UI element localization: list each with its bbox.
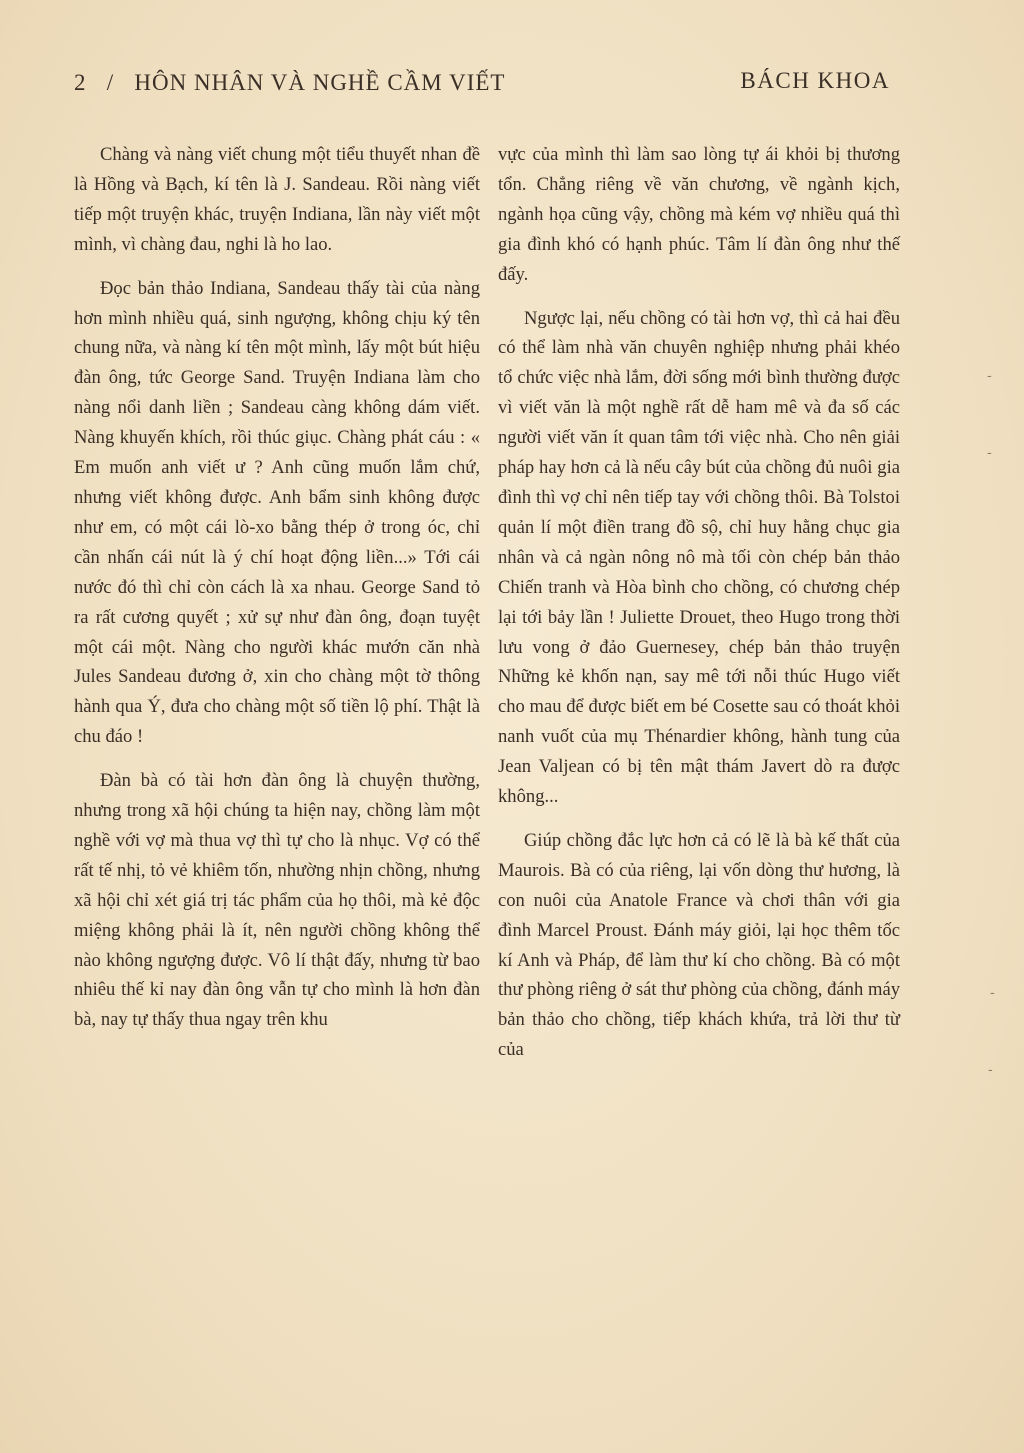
article-title: HÔN NHÂN VÀ NGHỀ CẦM VIẾT: [134, 70, 506, 95]
margin-mark: -: [987, 445, 992, 461]
margin-mark: -: [988, 1062, 993, 1078]
paragraph: Giúp chồng đắc lực hơn cả có lẽ là bà kế thất của Maurois. Bà có của riêng, lại vốn dòng thư hương, là con nuôi của Anatole France và chơi thân với gia đình Marcel Proust. Đánh máy giỏi, lại học thêm tốc kí Anh và Pháp, để làm thư kí cho chồng. Bà có một thư phòng riêng ở sát thư phòng của chồng, đánh máy bản thảo cho chồng, tiếp khách khứa, trả lời thư từ của: [498, 829, 900, 1061]
publication-name: BÁCH KHOA: [740, 68, 890, 93]
paragraph: Ngược lại, nếu chồng có tài hơn vợ, thì cả hai đều có thể làm nhà văn chuyên nghiệp nhưng phải khéo tổ chức việc nhà lắm, đời sống mới bình thường được vì viết văn là một nghề rất dễ ham mê và đa số các người viết văn ít quan tâm tới việc nhà. Cho nên giải pháp hay hơn cả là nếu cây bút của chồng đủ nuôi gia đình thì vợ chỉ nên tiếp tay với chồng thôi. Bà Tolstoi quản lí một điền trang đồ sộ, chỉ huy hằng chục gia nhân và cả ngàn nông nô mà tối còn chép bản thảo Chiến tranh và Hòa bình cho chồng, có chương chép lại tới bảy lần ! Juliette Drouet, theo Hugo trong thời lưu vong ở đảo Guernesey, chép bản thảo truyện Những kẻ khốn nạn, say mê tới nỗi thúc Hugo viết cho mau để được biết em bé Cosette sau có thoát khỏi nanh vuốt của mụ Thénardier không, hành tung của Jean Valjean có bị tên mật thám Javert dò ra được không...: [498, 307, 900, 808]
paragraph-continued: vực của mình thì làm sao lòng tự ái khỏi bị thương tổn. Chẳng riêng về văn chương, về ngành kịch, ngành họa cũng vậy, chồng mà kém vợ nhiều quá thì gia đình khó có hạnh phúc. Tâm lí đàn ông như thế đấy.: [498, 144, 900, 285]
page-header: [74, 64, 890, 104]
paragraph: Chàng và nàng viết chung một tiểu thuyết nhan đề là Hồng và Bạch, kí tên là J. Sandeau. Rồi nàng viết tiếp một truyện khác, truyện Indiana, lần này viết một mình, vì chàng đau, nghi là ho lao.: [74, 144, 480, 255]
paragraph: Đọc bản thảo Indiana, Sandeau thấy tài của nàng hơn mình nhiều quá, sinh ngượng, không chịu ký tên chung nữa, và nàng kí tên một mình, lấy một bút hiệu đàn ông, tức George Sand. Truyện Indiana làm cho nàng nổi danh liền ; Sandeau càng không dám viết. Nàng khuyến khích, rồi thúc giục. Chàng phát cáu : « Em muốn anh viết ư ? Anh cũng muốn lắm chứ, nhưng viết không được. Anh bẩm sinh không được như em, có một cái lò-xo bằng thép ở trong óc, chỉ cần nhấn cái nút là ý chí hoạt động liền...» Tới cái nước đó thì chỉ còn cách là xa nhau. George Sand tỏ ra rất cương quyết ; xử sự như đàn ông, đoạn tuyệt một cái một. Nàng cho người khác mướn căn nhà Jules Sandeau đương ở, xin cho chàng một tờ thông hành qua Ý, đưa cho chàng một số tiền lộ phí. Thật là chu đáo !: [74, 277, 480, 748]
margin-mark: -: [987, 368, 992, 384]
paragraph: Đàn bà có tài hơn đàn ông là chuyện thường, nhưng trong xã hội chúng ta hiện nay, chồng làm một nghề với vợ mà thua vợ thì tự cho là nhục. Vợ có thể rất tế nhị, tỏ vẻ khiêm tốn, nhường nhịn chồng, nhưng xã hội chỉ xét giá trị tác phẩm của họ thôi, mà kẻ độc miệng không phải là ít, nên người chồng không thể nào không ngượng được. Vô lí thật đấy, nhưng từ bao nhiêu thế kỉ nay đàn ông vẫn tự cho mình là hơn đàn bà, nay tự thấy thua ngay trên khu: [74, 770, 480, 1031]
right-column: [498, 140, 900, 1079]
header-separator: /: [106, 70, 115, 95]
left-column: [74, 140, 480, 1049]
margin-mark: -: [990, 985, 995, 1001]
header-left: [74, 70, 505, 96]
page-number: 2: [74, 70, 87, 95]
